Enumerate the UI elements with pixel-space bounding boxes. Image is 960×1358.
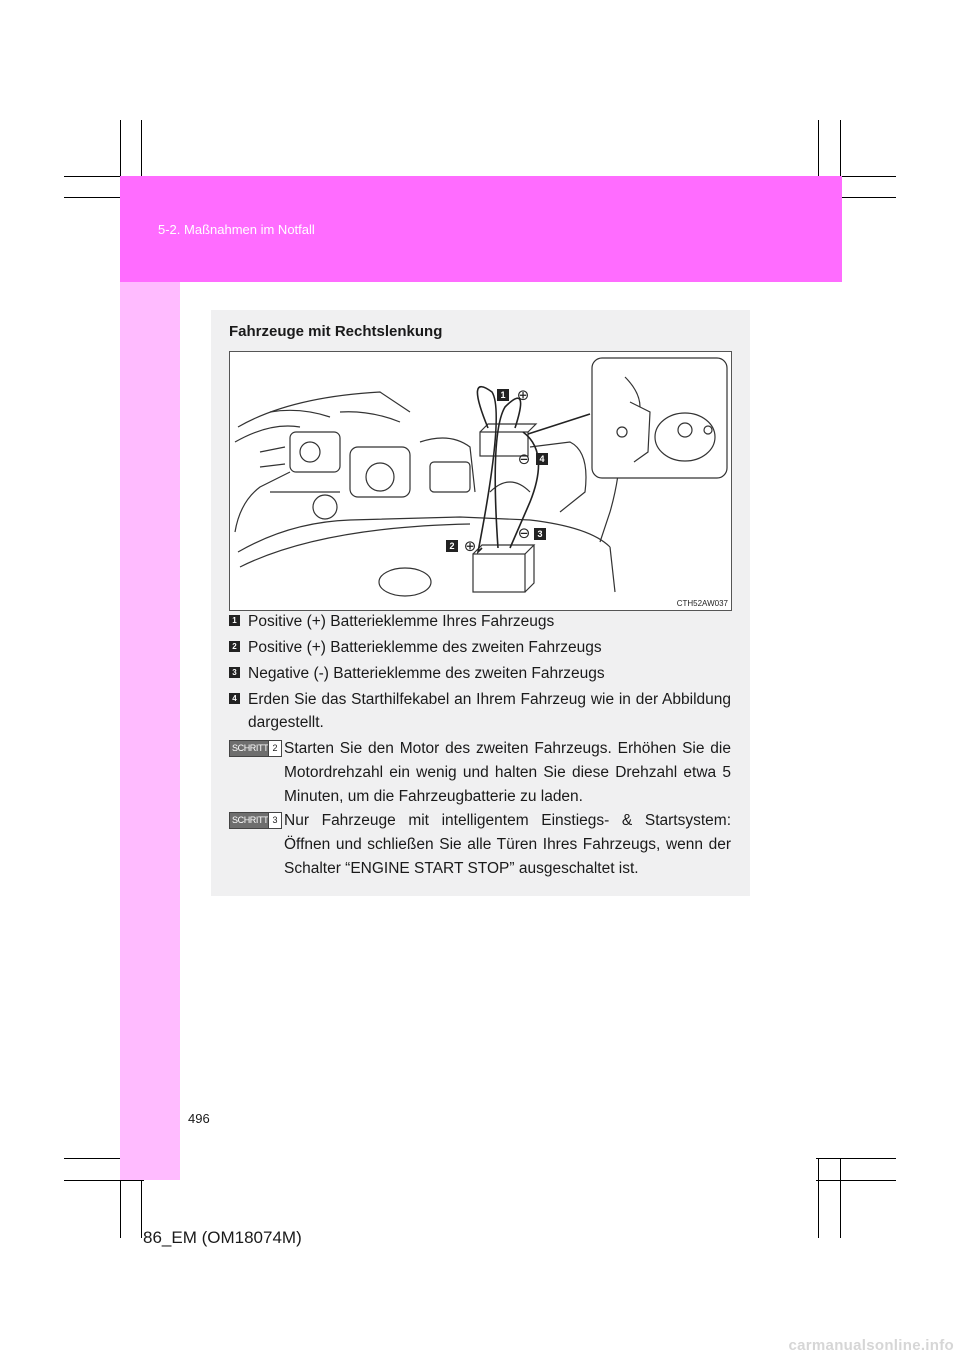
- minus-symbol: ⊖: [517, 524, 531, 542]
- callout-1: 1: [500, 390, 506, 400]
- callout-4: 4: [539, 454, 545, 464]
- watermark: carmanualsonline.info: [788, 1337, 954, 1354]
- item-number: 2: [229, 641, 240, 652]
- side-strip: [120, 282, 180, 1180]
- step-number: 2: [268, 741, 281, 756]
- step-text: Starten Sie den Motor des zweiten Fahrzeugs. Erhöhen Sie die Motordrehzahl ein wenig und halten Sie diese Drehzahl etwa 5 Minuten, um die Fahrzeugbatterie zu laden.: [284, 740, 731, 805]
- minus-symbol: ⊖: [517, 450, 531, 468]
- item-text: Positive (+) Batterieklemme Ihres Fahrzeugs: [248, 613, 555, 630]
- step: [229, 737, 731, 809]
- step-label: SCHRITT: [230, 813, 268, 828]
- callout-2: 2: [449, 541, 455, 551]
- item-text: Erden Sie das Starthilfekabel an Ihrem Fahrzeug wie in der Abbildung dargestellt.: [248, 691, 731, 731]
- engine-bay-illustration: [229, 351, 732, 611]
- crop-mark: [840, 1158, 841, 1238]
- figure-code: CTH52AW037: [676, 599, 728, 608]
- list-item: [229, 688, 731, 734]
- crop-mark: [816, 1158, 896, 1159]
- step: [229, 809, 731, 881]
- item-text: Negative (-) Batterieklemme des zweiten Fahrzeugs: [248, 665, 605, 682]
- list-item: [229, 662, 731, 685]
- document-code: 86_EM (OM18074M): [143, 1228, 302, 1247]
- section-title: 5-2. Maßnahmen im Notfall: [158, 222, 315, 237]
- list-item: [229, 610, 731, 633]
- step-badge: [229, 740, 282, 757]
- step-badge: [229, 812, 282, 829]
- plus-symbol: ⊕: [463, 537, 477, 555]
- item-number: 1: [229, 615, 240, 626]
- list-item: [229, 636, 731, 659]
- item-text: Positive (+) Batterieklemme des zweiten Fahrzeugs: [248, 639, 602, 656]
- item-number: 3: [229, 667, 240, 678]
- panel-title: Fahrzeuge mit Rechtslenkung: [229, 323, 443, 340]
- crop-mark: [816, 1180, 896, 1181]
- plus-symbol: ⊕: [516, 386, 530, 404]
- callout-3: 3: [537, 529, 543, 539]
- item-number: 4: [229, 693, 240, 704]
- step-number: 3: [268, 813, 281, 828]
- step-label: SCHRITT: [230, 741, 268, 756]
- crop-mark: [818, 1158, 819, 1238]
- crop-mark: [64, 1180, 144, 1181]
- step-text: Nur Fahrzeuge mit intelligentem Einstiegs- & Startsystem: Öffnen und schließen Sie alle Türen Ihres Fahrzeugs, wenn der Schalter “ENGINE START STOP” ausgeschaltet ist.: [284, 812, 731, 877]
- engine-bay-drawing: [230, 352, 732, 611]
- page-number: 496: [188, 1111, 210, 1126]
